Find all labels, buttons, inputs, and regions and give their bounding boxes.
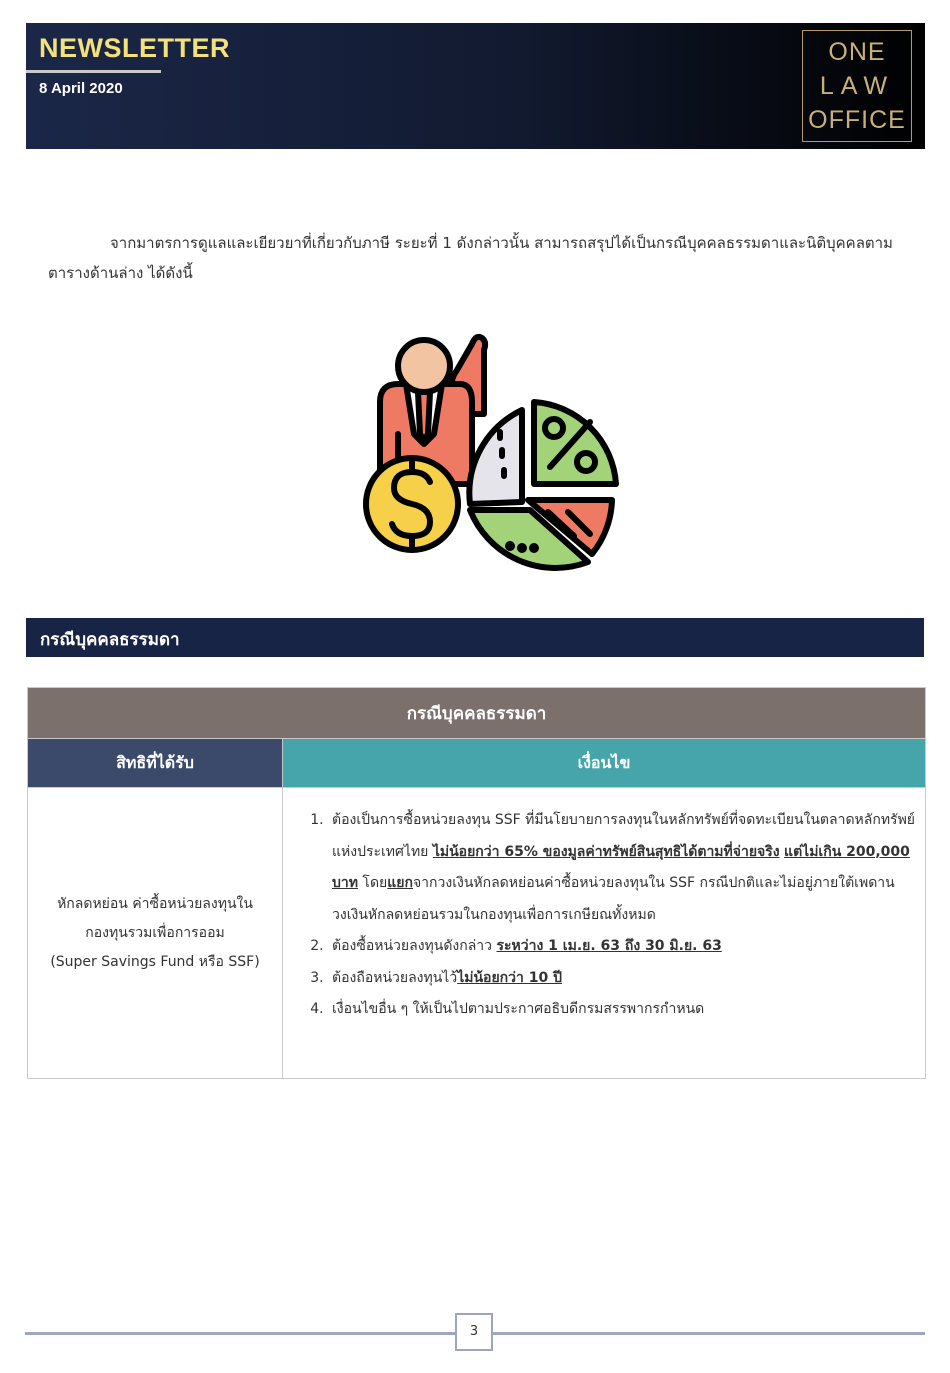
- list-item: [328, 931, 915, 963]
- table-title: กรณีบุคคลธรรมดา: [28, 688, 926, 739]
- newsletter-date: 8 April 2020: [39, 80, 123, 97]
- logo-line-3: OFFICE: [808, 106, 906, 134]
- footer-rule-left: [25, 1332, 455, 1335]
- condition-text: เงื่อนไขอื่น ๆ ให้เป็นไปตามประกาศอธิบดีกรมสรรพากรกำหนด: [332, 1001, 705, 1017]
- list-item: [328, 994, 915, 1026]
- condition-emphasis: แยก: [387, 875, 413, 891]
- title-underline: [26, 70, 161, 73]
- condition-text: ต้องถือหน่วยลงทุนไว้: [332, 969, 458, 986]
- rights-line: (Super Savings Fund หรือ SSF): [50, 953, 260, 970]
- rights-cell: [28, 788, 283, 1079]
- condition-text: โดย: [357, 875, 388, 891]
- section-heading: กรณีบุคคลธรรมดา: [40, 630, 180, 650]
- newsletter-header: [26, 23, 925, 149]
- conditions-list: [295, 805, 915, 1026]
- rights-line: หักลดหย่อน ค่าซื้อหน่วยลงทุนใน: [57, 895, 253, 912]
- list-item: [328, 963, 915, 995]
- section-heading-bar: [26, 618, 924, 657]
- table-row: [28, 788, 926, 1079]
- list-item: [328, 805, 915, 931]
- conditions-cell: [283, 788, 926, 1079]
- rights-line: กองทุนรวมเพื่อการออม: [85, 924, 225, 941]
- condition-text: ต้องเป็นการซื้อหน่วยลงทุน SSF ที่มีนโยบายการลงทุนในหลักทรัพย์ที่จดทะเบียนในตลาดหลักทรัพย์แห่งประเทศไทย: [332, 812, 916, 860]
- newsletter-title: NEWSLETTER: [39, 33, 230, 63]
- logo-line-2: LAW: [819, 72, 895, 100]
- condition-text: ต้องซื้อหน่วยลงทุนดังกล่าว: [332, 938, 497, 954]
- condition-text: จากวงเงินหักลดหย่อนค่าซื้อหน่วยลงทุนใน SSF กรณีปกติและไม่อยู่ภายใต้เพดานวงเงินหักลดหย่อนรวมในกองทุนเพื่อการเกษียณทั้งหมด: [332, 875, 895, 923]
- col-header-rights: สิทธิที่ได้รับ: [28, 739, 283, 788]
- footer-rule-right: [493, 1332, 925, 1335]
- logo-line-1: ONE: [828, 38, 886, 66]
- finance-illustration-icon: [360, 322, 626, 576]
- rights-conditions-table: [27, 687, 926, 1079]
- one-law-office-logo: [802, 30, 912, 142]
- condition-emphasis: ไม่น้อยกว่า 10 ปี: [457, 969, 562, 986]
- condition-emphasis: ระหว่าง 1 เม.ย. 63 ถึง 30 มิ.ย. 63: [496, 938, 722, 954]
- page-number: 3: [455, 1313, 493, 1351]
- condition-emphasis: ไม่น้อยกว่า 65% ของมูลค่าทรัพย์สินสุทธิได้ตามที่จ่ายจริง: [432, 843, 780, 860]
- condition-emphasis: แต่ไม่เกิน 200,000 บาท: [332, 843, 910, 891]
- intro-paragraph: [48, 228, 908, 288]
- intro-text: จากมาตรการดูแลและเยียวยาที่เกี่ยวกับภาษี ระยะที่ 1 ดังกล่าวนั้น สามารถสรุปได้เป็นกรณีบุคคลธรรมดาและนิติบุคคลตามตารางด้านล่าง ได้ดังนี้: [48, 234, 893, 282]
- col-header-conditions: เงื่อนไข: [283, 739, 926, 788]
